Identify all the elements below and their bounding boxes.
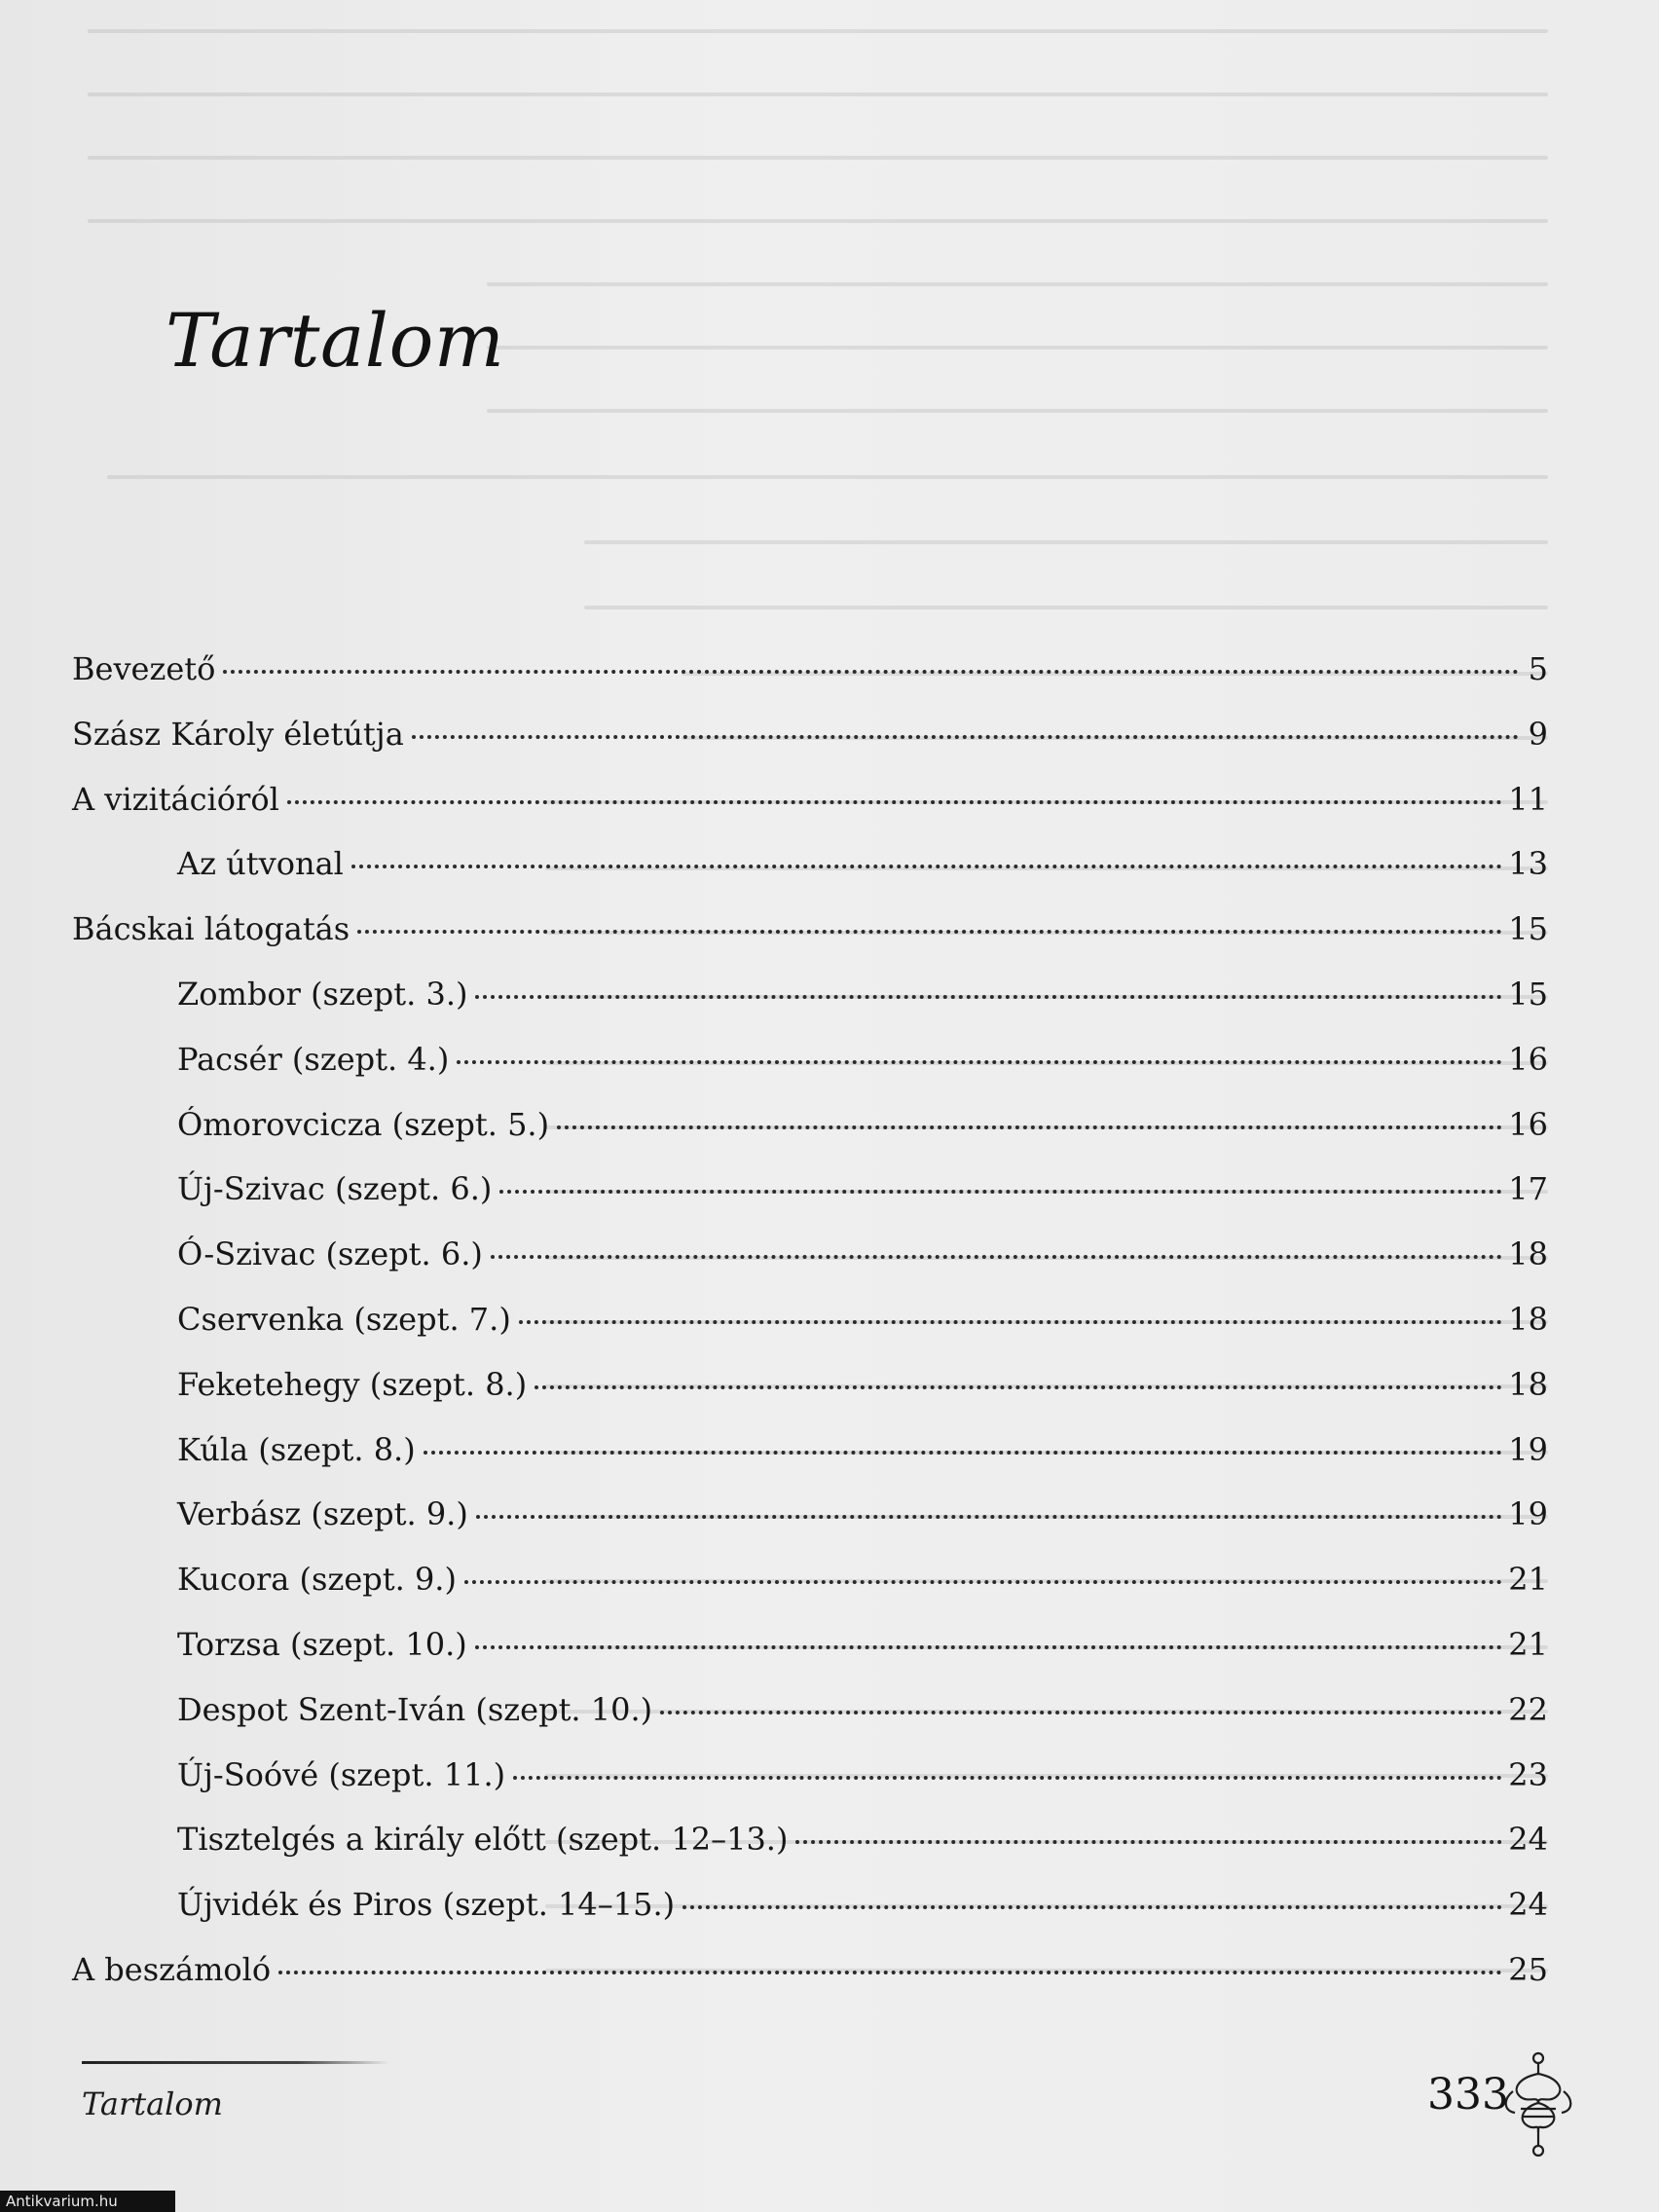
dot-leader	[682, 1905, 1502, 1909]
toc-entry-title: Új-Szivac (szept. 6.)	[177, 1170, 493, 1207]
toc-entry-page: 18	[1508, 1301, 1548, 1338]
toc-entry	[177, 1882, 1548, 1927]
toc-entry-page: 18	[1508, 1366, 1548, 1403]
dot-leader	[491, 1255, 1502, 1259]
dot-leader	[660, 1711, 1502, 1714]
toc-entry-page: 13	[1508, 845, 1548, 882]
toc-entry-page: 9	[1528, 716, 1548, 753]
dot-leader	[476, 1515, 1502, 1519]
toc-entry-page: 24	[1508, 1821, 1548, 1858]
dot-leader	[351, 865, 1502, 868]
toc-entry-title: Újvidék és Piros (szept. 14–15.)	[177, 1886, 676, 1923]
dot-leader	[795, 1840, 1502, 1844]
toc-entry-page: 23	[1508, 1756, 1548, 1793]
toc-entry	[177, 1687, 1548, 1732]
toc-entry	[177, 1362, 1548, 1407]
page-number: 333	[1427, 2070, 1509, 2120]
toc-entry-page: 21	[1508, 1561, 1548, 1598]
dot-leader	[424, 1451, 1503, 1455]
dot-leader	[464, 1580, 1502, 1584]
dot-leader	[557, 1125, 1502, 1129]
toc-entry	[177, 1166, 1548, 1211]
toc-entry	[72, 712, 1548, 756]
toc-entry-title: Bevezető	[72, 650, 216, 687]
toc-entry-title: Ómorovcicza (szept. 5.)	[177, 1106, 550, 1143]
dot-leader	[475, 995, 1502, 999]
footer-rule	[82, 2061, 389, 2064]
dot-leader	[519, 1320, 1502, 1324]
toc-entry	[177, 841, 1548, 886]
dot-leader	[287, 800, 1502, 804]
dot-leader	[535, 1385, 1502, 1389]
toc-entry	[72, 906, 1548, 951]
toc-entry-title: Szász Károly életútja	[72, 716, 404, 753]
toc-entry-title: Kúla (szept. 8.)	[177, 1431, 416, 1468]
toc-entry	[177, 1622, 1548, 1667]
toc-entry	[177, 1037, 1548, 1082]
toc-entry-title: Pacsér (szept. 4.)	[177, 1041, 450, 1078]
toc-entry	[177, 1752, 1548, 1797]
toc-entry-title: Zombor (szept. 3.)	[177, 976, 468, 1013]
dot-leader	[357, 930, 1502, 934]
toc-entry-title: Despot Szent-Iván (szept. 10.)	[177, 1691, 653, 1728]
toc-entry-title: Cservenka (szept. 7.)	[177, 1301, 511, 1338]
toc-entry	[177, 1427, 1548, 1472]
toc-entry-title: Kucora (szept. 9.)	[177, 1561, 457, 1598]
toc-entry-page: 24	[1508, 1886, 1548, 1923]
toc-entry-title: A vizitációról	[72, 781, 279, 818]
toc-entry	[177, 972, 1548, 1016]
dot-leader	[223, 670, 1519, 674]
toc-entry-title: Verbász (szept. 9.)	[177, 1495, 468, 1532]
toc-entry	[177, 1492, 1548, 1536]
toc-entry-page: 16	[1508, 1106, 1548, 1143]
toc-entry	[72, 1947, 1548, 1992]
toc-entry-title: Feketehegy (szept. 8.)	[177, 1366, 528, 1403]
toc-entry-title: A beszámoló	[72, 1951, 272, 1988]
toc-entry-page: 18	[1508, 1235, 1548, 1272]
running-footer-title: Tartalom	[82, 2085, 224, 2122]
toc-entry-page: 17	[1508, 1170, 1548, 1207]
toc-entry-page: 21	[1508, 1626, 1548, 1663]
watermark: Antikvarium.hu	[0, 2191, 175, 2212]
toc-entry-title: Ó-Szivac (szept. 6.)	[177, 1235, 483, 1272]
toc-entry-page: 19	[1508, 1495, 1548, 1532]
page-title: Tartalom	[166, 297, 505, 384]
toc-entry-page: 22	[1508, 1691, 1548, 1728]
toc-entry-title: Bácskai látogatás	[72, 910, 350, 947]
dot-leader	[475, 1645, 1503, 1649]
dot-leader	[513, 1776, 1502, 1780]
toc-entry-page: 11	[1508, 781, 1548, 818]
dot-leader	[499, 1190, 1502, 1194]
toc-entry	[177, 1232, 1548, 1276]
toc-entry-page: 15	[1508, 976, 1548, 1013]
dot-leader	[412, 735, 1519, 739]
toc-entry	[177, 1102, 1548, 1147]
dot-leader	[457, 1060, 1502, 1064]
toc-entry	[72, 777, 1548, 822]
toc-entry-page: 16	[1508, 1041, 1548, 1078]
toc-entry-title: Tisztelgés a király előtt (szept. 12–13.)	[177, 1821, 789, 1858]
toc-entry	[72, 646, 1548, 691]
dot-leader	[278, 1971, 1502, 1974]
toc-entry-page: 25	[1508, 1951, 1548, 1988]
toc-entry	[177, 1557, 1548, 1602]
toc-entry-title: Új-Soóvé (szept. 11.)	[177, 1756, 506, 1793]
toc-entry	[177, 1297, 1548, 1342]
toc-entry-page: 19	[1508, 1431, 1548, 1468]
toc-entry-title: Torzsa (szept. 10.)	[177, 1626, 467, 1663]
toc-entry-page: 15	[1508, 910, 1548, 947]
toc-entry-page: 5	[1528, 650, 1548, 687]
toc-entry	[177, 1817, 1548, 1862]
ornament-icon	[1499, 2045, 1577, 2161]
toc-entry-title: Az útvonal	[177, 845, 344, 882]
